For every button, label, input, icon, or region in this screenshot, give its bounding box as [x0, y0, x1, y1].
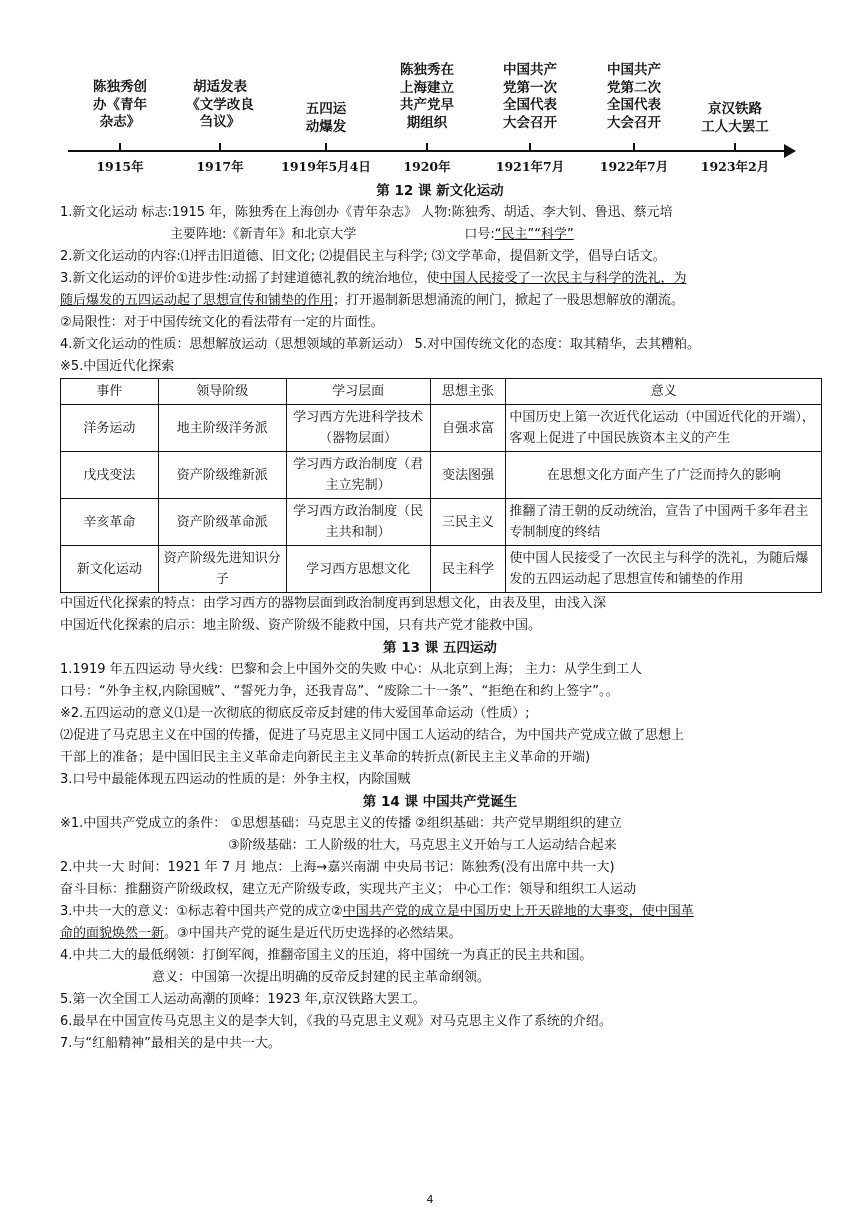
table-header: 思想主张	[430, 379, 506, 405]
lesson-14-point-1-cont: ③阶级基础：工人阶级的壮大，马克思主义开始与工人运动结合起来	[228, 838, 617, 853]
timeline-date: 1920年	[403, 159, 451, 174]
timeline-event-line: 党第一次	[503, 79, 557, 96]
lesson-13-point-1: 1.1919 年五四运动 导火线：巴黎和会上中国外交的失败 中心：从北京到上海； 主力：从学生到工人	[60, 662, 643, 677]
timeline-tick	[325, 143, 327, 151]
table-header: 事件	[61, 379, 159, 405]
timeline-event-line: 胡适发表	[193, 79, 247, 95]
lesson-14-point-3-text-cont: 。③中国共产党的诞生是近代历史选择的必然结果。	[164, 926, 462, 941]
table-cell: 三民主义	[430, 499, 506, 546]
table-header: 意义	[506, 379, 822, 405]
lesson-12-front: 主要阵地:《新青年》和北京大学	[170, 227, 357, 242]
timeline-tick	[219, 143, 221, 151]
lesson-12-point-3-text: 3.新文化运动的评价①进步性:动摇了封建道德礼教的统治地位，使	[60, 271, 440, 286]
lesson-12-slogan: “民主”“科学”	[494, 227, 574, 242]
lesson-14-point-2-cont: 奋斗目标：推翻资产阶级政权，建立无产阶级专政，实现共产主义； 中心工作：领导和组织工人运动	[60, 882, 637, 897]
timeline-event-line: 动爆发	[305, 118, 347, 135]
timeline-event-line: 全国代表	[607, 97, 661, 113]
modernization-lesson: 中国近代化探索的启示：地主阶级、资产阶级不能救中国，只有共产党才能救中国。	[60, 618, 542, 633]
timeline-event	[281, 101, 371, 136]
timeline-date: 1915年	[96, 159, 144, 174]
table-cell: 资产阶级维新派	[158, 452, 286, 499]
timeline-event-line: 中国共产	[503, 62, 557, 78]
timeline-event-line: 大会召开	[503, 114, 557, 131]
lesson-12-point-3-text-cont: ；打开遏制新思想涌流的闸门，掀起了一股思想解放的潮流。	[333, 293, 685, 308]
timeline-event-line: 上海建立	[400, 79, 454, 96]
timeline-event	[589, 62, 679, 132]
timeline-event-line: 刍议》	[199, 114, 241, 130]
lesson-12-point-1: 1.新文化运动 标志:1915 年，陈独秀在上海创办《青年杂志》 人物:陈独秀、胡适、李大钊、鲁迅、蔡元培	[60, 205, 673, 220]
lesson-13-point-2-cont: ⑵促进了马克思主义在中国的传播，促进了马克思主义同中国工人运动的结合，为中国共产党成立做了思想上	[60, 728, 685, 743]
lesson-12-point-3-limit: ②局限性：对于中国传统文化的看法带有一定的片面性。	[60, 315, 384, 330]
table-cell: 变法图强	[430, 452, 506, 499]
lesson-14-point-5: 5.第一次全国工人运动高潮的顶峰：1923 年,京汉铁路大罢工。	[60, 992, 426, 1007]
timeline-event-line: 《文学改良	[186, 96, 254, 113]
lesson-12-point-5: ※5.中国近代化探索	[60, 359, 175, 374]
timeline-date: 1917年	[196, 159, 244, 174]
table-cell: 在思想文化方面产生了广泛而持久的影响	[506, 452, 822, 499]
timeline-axis	[68, 150, 788, 152]
timeline-event-line: 工人大罢工	[701, 118, 769, 135]
lesson-12-point-1-cont	[60, 224, 820, 246]
lesson-14-point-2: 2.中共一大 时间：1921 年 7 月 地点：上海→嘉兴南湖 中央局书记：陈独秀(没有出席中共一大)	[60, 860, 615, 875]
lesson-13-slogans: 口号：“外争主权,内除国贼”、“誓死力争，还我青岛”、“废除二十一条”、“拒绝在和约上签字”。。	[60, 684, 619, 699]
table-header: 学习层面	[286, 379, 430, 405]
page-number: 4	[426, 1193, 434, 1206]
timeline-event-line: 办《青年	[93, 96, 147, 113]
timeline-date: 1922年7月	[599, 159, 669, 174]
table-cell: 戊戌变法	[61, 452, 159, 499]
table-cell: 学习西方政治制度（民主共和制）	[286, 499, 430, 546]
table-cell: 辛亥革命	[61, 499, 159, 546]
timeline-date: 1921年7月	[495, 159, 565, 174]
lesson-13-point-3: 3.口号中最能体现五四运动的性质的是：外争主权，内除国贼	[60, 772, 411, 787]
lesson-12-point-3	[60, 268, 820, 290]
lesson-14-point-3-text: 3.中共一大的意义：①标志着中国共产党的成立②	[60, 904, 343, 919]
timeline-tick	[119, 143, 121, 151]
table-cell: 自强求富	[430, 405, 506, 452]
table-cell: 使中国人民接受了一次民主与科学的洗礼，为随后爆发的五四运动起了思想宣传和铺垫的作用	[506, 546, 822, 593]
table-cell: 资产阶级革命派	[158, 499, 286, 546]
timeline-event-line: 全国代表	[503, 97, 557, 113]
timeline-event-line: 大会召开	[607, 114, 661, 131]
lesson-13-point-2-cont2: 干部上的准备；是中国旧民主主义革命走向新民主主义革命的转折点(新民主主义革命的开端)	[60, 750, 591, 765]
timeline-date: 1919年5月4日	[281, 159, 371, 174]
timeline-event-line: 中国共产	[607, 62, 661, 78]
table-cell: 新文化运动	[61, 546, 159, 593]
timeline-tick	[633, 143, 635, 151]
table-cell: 洋务运动	[61, 405, 159, 452]
lesson-12-point-3-cont	[60, 290, 820, 312]
lesson-14-point-4-cont: 意义：中国第一次提出明确的反帝反封建的民主革命纲领。	[152, 970, 491, 985]
timeline-event-line: 陈独秀在	[400, 62, 454, 78]
lesson-14-point-6: 6.最早在中国宣传马克思主义的是李大钊，《我的马克思主义观》对马克思主义作了系统的介绍。	[60, 1014, 612, 1029]
table-cell: 资产阶级先进知识分子	[158, 546, 286, 593]
history-timeline	[0, 0, 860, 180]
lesson-13-point-2: ※2.五四运动的意义⑴是一次彻底的彻底反帝反封建的伟大爱国革命运动（性质）;	[60, 706, 530, 721]
timeline-arrow-icon	[784, 144, 796, 158]
lesson-13-title: 第 13 课 五四运动	[383, 640, 497, 656]
document-body	[60, 180, 820, 1055]
lesson-12-point-2: 2.新文化运动的内容:⑴抨击旧道德、旧文化; ⑵提倡民主与科学; ⑶文学革命，提倡新文学，倡导白话文。	[60, 249, 666, 264]
table-cell: 学习西方思想文化	[286, 546, 430, 593]
table-cell: 地主阶级洋务派	[158, 405, 286, 452]
table-row	[61, 546, 822, 593]
table-row	[61, 499, 822, 546]
modernization-table	[60, 378, 822, 593]
lesson-12-slogan-label: 口号:	[464, 227, 495, 242]
timeline-tick	[426, 143, 428, 151]
table-header-row	[61, 379, 822, 405]
timeline-tick	[734, 143, 736, 151]
timeline-tick	[529, 143, 531, 151]
lesson-14-title: 第 14 课 中国共产党诞生	[362, 794, 518, 810]
timeline-event-line: 党第二次	[607, 79, 661, 96]
lesson-12-point-3-underline: 中国人民接受了一次民主与科学的洗礼，为	[439, 271, 687, 286]
timeline-event	[382, 62, 472, 132]
table-row	[61, 405, 822, 452]
lesson-14-point-3	[60, 901, 820, 923]
timeline-event	[690, 101, 780, 136]
lesson-14-point-7: 7.与“红船精神”最相关的是中共一大。	[60, 1036, 281, 1051]
timeline-event-line: 五四运	[305, 101, 347, 117]
timeline-event-line: 期组织	[406, 114, 448, 131]
modernization-feature: 中国近代化探索的特点：由学习西方的器物层面到政治制度再到思想文化，由表及里，由浅入深	[60, 596, 607, 611]
lesson-14-point-3-cont	[60, 923, 820, 945]
table-cell: 推翻了清王朝的反动统治，宣告了中国两千多年君主专制制度的终结	[506, 499, 822, 546]
lesson-14-point-4: 4.中共二大的最低纲领：打倒军阀，推翻帝国主义的压迫，将中国统一为真正的民主共和国。	[60, 948, 593, 963]
timeline-event-line: 共产党早	[400, 97, 454, 113]
lesson-14-point-3-underline-cont: 命的面貌焕然一新	[60, 926, 165, 941]
lesson-14-point-1: ※1.中国共产党成立的条件： ①思想基础：马克思主义的传播 ②组织基础：共产党早期组织的建立	[60, 816, 622, 831]
table-cell: 民主科学	[430, 546, 506, 593]
timeline-event-line: 杂志》	[99, 114, 141, 130]
lesson-12-point-3-underline-cont: 随后爆发的五四运动起了思想宣传和铺垫的作用	[60, 293, 334, 308]
table-cell: 中国历史上第一次近代化运动（中国近代化的开端），客观上促进了中国民族资本主义的产生	[506, 405, 822, 452]
lesson-12-title: 第 12 课 新文化运动	[376, 183, 504, 199]
table-header: 领导阶级	[158, 379, 286, 405]
timeline-event-line: 陈独秀创	[93, 79, 147, 95]
table-row	[61, 452, 822, 499]
timeline-date: 1923年2月	[700, 159, 770, 174]
lesson-12-point-4: 4.新文化运动的性质：思想解放运动（思想领域的革新运动） 5.对中国传统文化的态度：取其精华，去其糟粕。	[60, 337, 700, 352]
timeline-event	[75, 79, 165, 132]
timeline-event	[485, 62, 575, 132]
lesson-14-point-3-underline: 中国共产党的成立是中国历史上开天辟地的大事变，使中国革	[342, 904, 694, 919]
table-cell: 学习西方先进科学技术（器物层面）	[286, 405, 430, 452]
timeline-event-line: 京汉铁路	[708, 101, 762, 117]
table-cell: 学习西方政治制度（君主立宪制）	[286, 452, 430, 499]
timeline-event	[175, 79, 265, 132]
